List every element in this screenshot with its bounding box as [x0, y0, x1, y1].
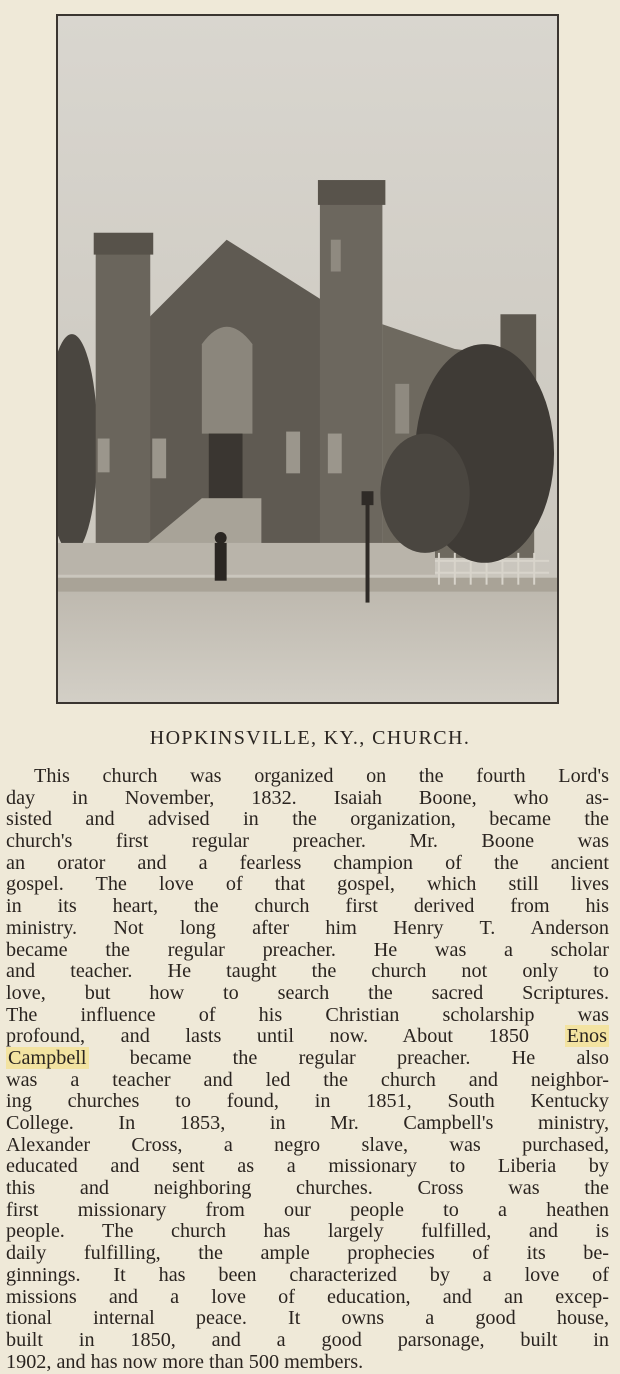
article-line: love, but how to search the sacred Scriptures. — [6, 981, 609, 1004]
article-line: first missionary from our people to a heathen — [6, 1198, 609, 1221]
article-line: became the regular preacher. He was a scholar — [6, 938, 609, 961]
article-line: 1902, and has now more than 500 members. — [6, 1350, 364, 1373]
photo-caption: HOPKINSVILLE, KY., CHURCH. — [149, 727, 471, 749]
article-line: College. In 1853, in Mr. Campbell's ministry, — [6, 1112, 609, 1134]
article-line: sisted and advised in the organization, became the — [6, 808, 609, 831]
article-line: Alexander Cross, a negro slave, was purchased, — [6, 1133, 609, 1156]
article-line: was a teacher and led the church and neighbor- — [6, 1068, 609, 1091]
church-photograph — [56, 14, 559, 704]
article-line: in its heart, the church first derived from his — [6, 895, 609, 918]
article-line: ing churches to found, in 1851, South Kentucky — [6, 1090, 609, 1113]
article-line: people. The church has largely fulfilled, and is — [6, 1220, 609, 1243]
article-line-text: profound, and lasts until now. About 1850 — [6, 1025, 565, 1048]
article-line: missions and a love of education, and an excep- — [6, 1285, 609, 1308]
article-body — [6, 766, 609, 1373]
article-line: The influence of his Christian scholarship was — [6, 1003, 609, 1026]
article-line: ministry. Not long after him Henry T. Anderson — [6, 916, 609, 939]
article-line-highlight-end — [6, 1048, 609, 1070]
article-line: day in November, 1832. Isaiah Boone, who as- — [6, 786, 609, 809]
article-line: church's first regular preacher. Mr. Boone was — [6, 830, 609, 853]
article-line: educated and sent as a missionary to Liberia by — [6, 1155, 609, 1178]
highlighted-name-campbell: Campbell — [8, 1046, 87, 1069]
article-line-text: became the regular preacher. He also — [129, 1046, 609, 1069]
article-line: daily fulfilling, the ample prophecies of its be- — [6, 1242, 609, 1265]
article-line: gospel. The love of that gospel, which still lives — [6, 873, 609, 896]
article-line: ginnings. It has been characterized by a love of — [6, 1263, 609, 1286]
church-photograph-icon — [58, 16, 557, 702]
article-line-highlight-start — [6, 1026, 609, 1048]
article-line: This church was organized on the fourth Lord's — [34, 765, 609, 787]
article-line: and teacher. He taught the church not only to — [6, 960, 609, 983]
article-line: tional internal peace. It owns a good house, — [6, 1307, 609, 1330]
article-line: an orator and a fearless champion of the ancient — [6, 851, 609, 874]
article-line: this and neighboring churches. Cross was the — [6, 1177, 609, 1200]
article-line: built in 1850, and a good parsonage, built in — [6, 1328, 609, 1351]
highlighted-name-enos: Enos — [566, 1025, 607, 1048]
